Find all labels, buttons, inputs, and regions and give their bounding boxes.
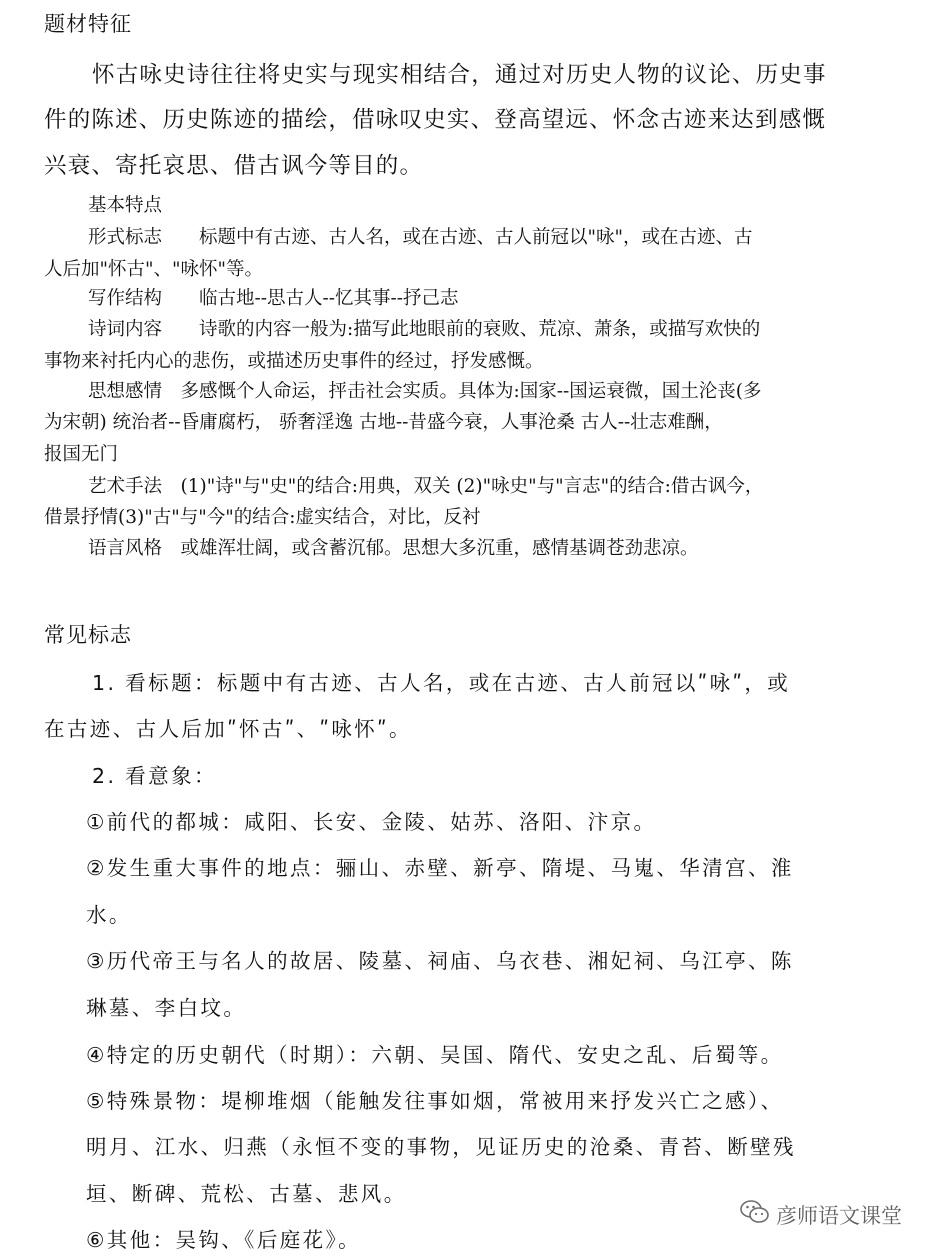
feature-line: 写作结构 临古地--思古人--忆其事--抒己志 [88, 288, 459, 309]
section-title: 题材特征 [44, 12, 132, 36]
feature-line: 思想感情 多感慨个人命运，抨击社会实质。具体为:国家--国运衰微，国土沦丧(多 [88, 381, 762, 402]
wechat-icon [740, 1199, 770, 1230]
list-line: 1. 看标题：标题中有古迹、古人名，或在古迹、古人前冠以ʺ咏ʺ，或 [92, 671, 791, 695]
feature-line: 人后加"怀古"、"咏怀"等。 [44, 259, 264, 280]
feature-line: 诗词内容 诗歌的内容一般为:描写此地眼前的衰败、荒凉、萧条，或描写欢快的 [88, 319, 761, 340]
list-line: 垣、断碑、荒松、古墓、悲风。 [86, 1182, 407, 1206]
feature-heading: 基本特点 [88, 195, 163, 216]
feature-line: 形式标志 标题中有古迹、古人名，或在古迹、古人前冠以"咏"，或在古迹、古 [88, 227, 753, 248]
feature-line: 借景抒情(3)"古"与"今"的结合:虚实结合，对比，反衬 [44, 507, 481, 528]
feature-line: 为宋朝) 统治者--昏庸腐朽， 骄奢淫逸 古地--昔盛今衰，人事沧桑 古人--壮志难酬， [44, 412, 723, 433]
intro-line: 件的陈述、历史陈迹的描绘，借咏叹史实、登高望远、怀念古迹来达到感慨 [44, 107, 827, 133]
list-line: 水。 [86, 903, 132, 927]
watermark [740, 1199, 902, 1230]
list-line: ①前代的都城：咸阳、长安、金陵、姑苏、洛阳、汴京。 [86, 810, 657, 834]
feature-line: 语言风格 或雄浑壮阔，或含蓄沉郁。思想大多沉重，感情基调苍劲悲凉。 [88, 538, 699, 559]
feature-line: 事物来衬托内心的悲伤，或描述历史事件的经过，抒发感慨。 [44, 351, 544, 372]
watermark-text: 彦师语文课堂 [776, 1203, 902, 1228]
intro-line: 兴衰、寄托哀思、借古讽今等目的。 [44, 153, 424, 179]
list-line: ④特定的历史朝代（时期）：六朝、吴国、隋代、安史之乱、后蜀等。 [86, 1043, 784, 1067]
list-line: ②发生重大事件的地点：骊山、赤壁、新亭、隋堤、马嵬、华清宫、淮 [86, 856, 794, 880]
intro-line: 怀古咏史诗往往将史实与现实相结合，通过对历史人物的议论、历史事 [92, 62, 827, 88]
list-line: ③历代帝王与名人的故居、陵墓、祠庙、乌衣巷、湘妃祠、乌江亭、陈 [86, 949, 794, 973]
section-title: 常见标志 [44, 623, 132, 647]
list-line: ⑤特殊景物：堤柳堆烟（能触发往事如烟，常被用来抒发兴亡之感）、 [86, 1089, 784, 1113]
list-line: ⑥其他：吴钩、《后庭花》。 [86, 1228, 362, 1252]
list-line: 在古迹、古人后加ʺ怀古ʺ、ʺ咏怀ʺ。 [44, 717, 412, 741]
list-line: 琳墓、李白坟。 [86, 996, 247, 1020]
feature-line: 报国无门 [44, 444, 119, 465]
list-line: 2. 看意象： [92, 764, 217, 788]
list-line: 明月、江水、归燕（永恒不变的事物，见证历史的沧桑、青苔、断壁残 [86, 1135, 796, 1159]
feature-line: 艺术手法 (1)"诗"与"史"的结合:用典，双关 (2)"咏史"与"言志"的结合:借古讽今， [88, 476, 764, 497]
